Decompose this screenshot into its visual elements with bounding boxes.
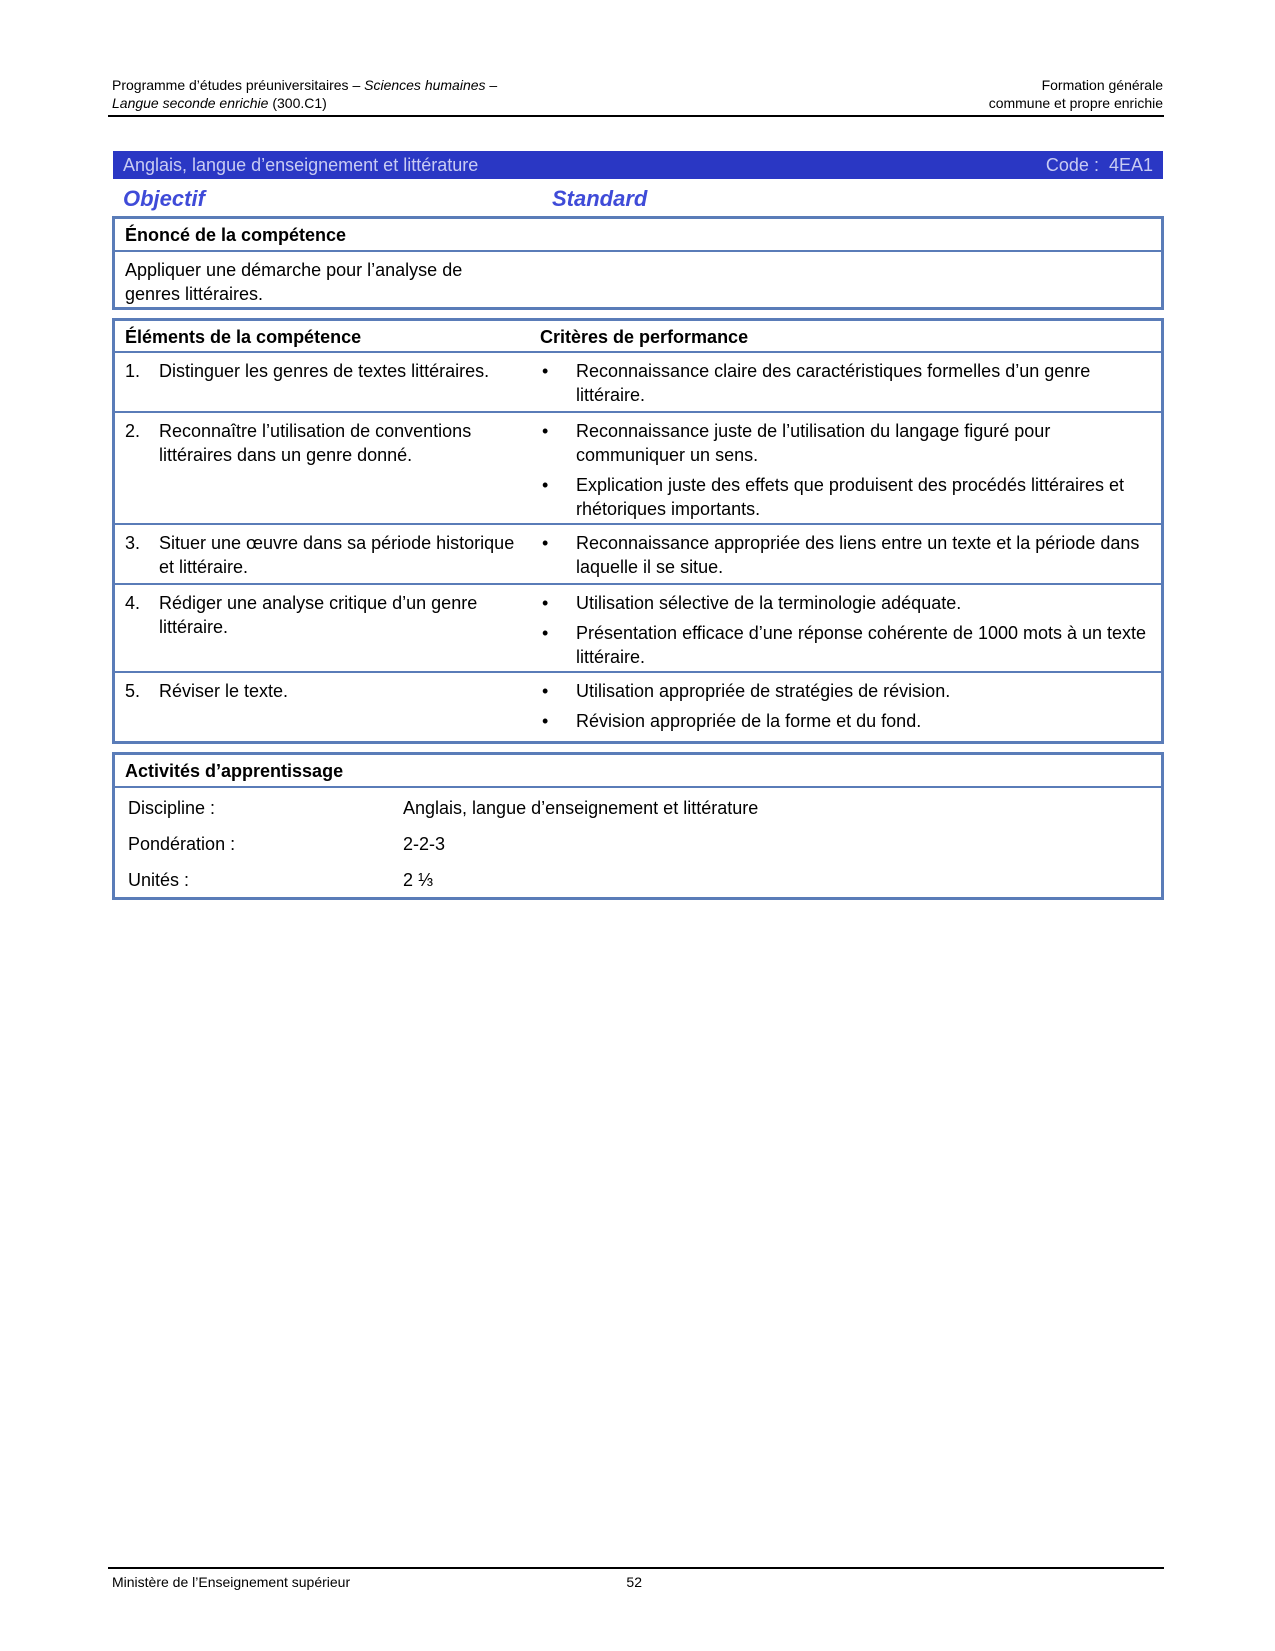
discipline-row bbox=[115, 790, 1161, 826]
course-title-bar bbox=[113, 151, 1163, 179]
criterion-text: Présentation efficace d’une réponse cohérente de 1000 mots à un texte littéraire. bbox=[576, 623, 1147, 667]
criterion-text: Révision appropriée de la forme et du fond. bbox=[576, 711, 922, 731]
criteria-cell bbox=[540, 353, 1161, 411]
header-line-1 bbox=[112, 76, 1163, 94]
element-row bbox=[115, 525, 1161, 585]
criterion-text: Reconnaissance appropriée des liens entre un texte et la période dans laquelle il se situe. bbox=[576, 533, 1140, 577]
criterion-item bbox=[540, 419, 1147, 467]
course-title: Anglais, langue d’enseignement et littérature bbox=[123, 154, 479, 175]
criterion-item bbox=[540, 709, 1147, 733]
page-footer bbox=[112, 1574, 642, 1590]
page-header bbox=[112, 76, 1163, 112]
standard-heading: Standard bbox=[552, 186, 648, 211]
activities-box bbox=[112, 752, 1164, 900]
elements-heading: Éléments de la compétence bbox=[125, 327, 362, 347]
element-cell bbox=[115, 353, 540, 411]
criterion-text: Utilisation appropriée de stratégies de révision. bbox=[576, 681, 951, 701]
element-number: 1. bbox=[125, 361, 141, 381]
criterion-text: Explication juste des effets que produisent des procédés littéraires et rhétoriques importants. bbox=[576, 475, 1124, 519]
elements-rows bbox=[115, 353, 1161, 739]
units-label: Unités : bbox=[128, 870, 190, 890]
competency-text: Appliquer une démarche pour l’analyse de genres littéraires. bbox=[125, 260, 463, 304]
element-text: Situer une œuvre dans sa période historique et littéraire. bbox=[159, 533, 515, 577]
competency-heading: Énoncé de la compétence bbox=[115, 219, 1161, 252]
footer-divider bbox=[108, 1567, 1164, 1569]
course-code-value: 4EA1 bbox=[1108, 154, 1153, 175]
program-title: Programme d’études préuniversitaires – Sciences humaines – bbox=[112, 77, 498, 93]
header-divider bbox=[108, 115, 1164, 117]
discipline-value: Anglais, langue d’enseignement et littérature bbox=[403, 798, 759, 818]
course-code bbox=[1046, 155, 1153, 176]
objective-heading: Objectif bbox=[123, 186, 205, 211]
element-text: Rédiger une analyse critique d’un genre littéraire. bbox=[159, 593, 478, 637]
bullet-icon: • bbox=[542, 533, 549, 553]
element-text: Réviser le texte. bbox=[159, 681, 289, 701]
criterion-text: Reconnaissance claire des caractéristiques formelles d’un genre littéraire. bbox=[576, 361, 1091, 405]
discipline-label: Discipline : bbox=[128, 798, 216, 818]
competency-box bbox=[112, 216, 1164, 310]
bullet-icon: • bbox=[542, 361, 549, 381]
element-cell bbox=[115, 585, 540, 671]
header-line-2 bbox=[112, 94, 1163, 112]
bullet-icon: • bbox=[542, 681, 549, 701]
criteria-cell bbox=[540, 673, 1161, 739]
criteria-heading: Critères de performance bbox=[540, 327, 749, 347]
element-row bbox=[115, 353, 1161, 413]
bullet-icon: • bbox=[542, 593, 549, 613]
program-subtitle: Langue seconde enrichie (300.C1) bbox=[112, 95, 327, 111]
element-number: 2. bbox=[125, 421, 141, 441]
bullet-icon: • bbox=[542, 475, 549, 495]
criterion-item bbox=[540, 591, 1147, 615]
course-code-label: Code : bbox=[1045, 154, 1099, 175]
training-type-detail: commune et propre enrichie bbox=[988, 95, 1163, 111]
units-value: 2 ⅓ bbox=[403, 870, 434, 890]
bullet-icon: • bbox=[542, 623, 549, 643]
page-number: 52 bbox=[626, 1574, 642, 1590]
element-cell bbox=[115, 673, 540, 739]
criteria-cell bbox=[540, 585, 1161, 671]
criterion-item bbox=[540, 531, 1147, 579]
element-number: 5. bbox=[125, 681, 141, 701]
criterion-item bbox=[540, 679, 1147, 703]
bullet-icon: • bbox=[542, 711, 549, 731]
element-text: Distinguer les genres de textes littéraires. bbox=[159, 361, 490, 381]
criteria-cell bbox=[540, 413, 1161, 523]
bullet-icon: • bbox=[542, 421, 549, 441]
elements-table-header bbox=[115, 321, 1161, 353]
element-cell bbox=[115, 525, 540, 583]
criterion-item bbox=[540, 473, 1147, 521]
element-number: 3. bbox=[125, 533, 141, 553]
criterion-item bbox=[540, 359, 1147, 407]
criterion-text: Reconnaissance juste de l’utilisation du langage figuré pour communiquer un sens. bbox=[576, 421, 1051, 465]
criterion-text: Utilisation sélective de la terminologie adéquate. bbox=[576, 593, 962, 613]
activities-heading: Activités d’apprentissage bbox=[115, 755, 1161, 788]
element-text: Reconnaître l’utilisation de conventions littéraires dans un genre donné. bbox=[159, 421, 472, 465]
element-number: 4. bbox=[125, 593, 141, 613]
ponderation-row bbox=[115, 826, 1161, 862]
element-cell bbox=[115, 413, 540, 523]
criteria-cell bbox=[540, 525, 1161, 583]
elements-box bbox=[112, 318, 1164, 744]
element-row bbox=[115, 413, 1161, 525]
element-row bbox=[115, 585, 1161, 673]
ponderation-label: Pondération : bbox=[128, 834, 236, 854]
activities-body bbox=[115, 788, 1161, 898]
units-row bbox=[115, 862, 1161, 898]
ministry-name: Ministère de l’Enseignement supérieur bbox=[112, 1574, 351, 1590]
ponderation-value: 2-2-3 bbox=[403, 834, 446, 854]
training-type: Formation générale bbox=[1041, 77, 1163, 93]
criterion-item bbox=[540, 621, 1147, 669]
element-row bbox=[115, 673, 1161, 739]
